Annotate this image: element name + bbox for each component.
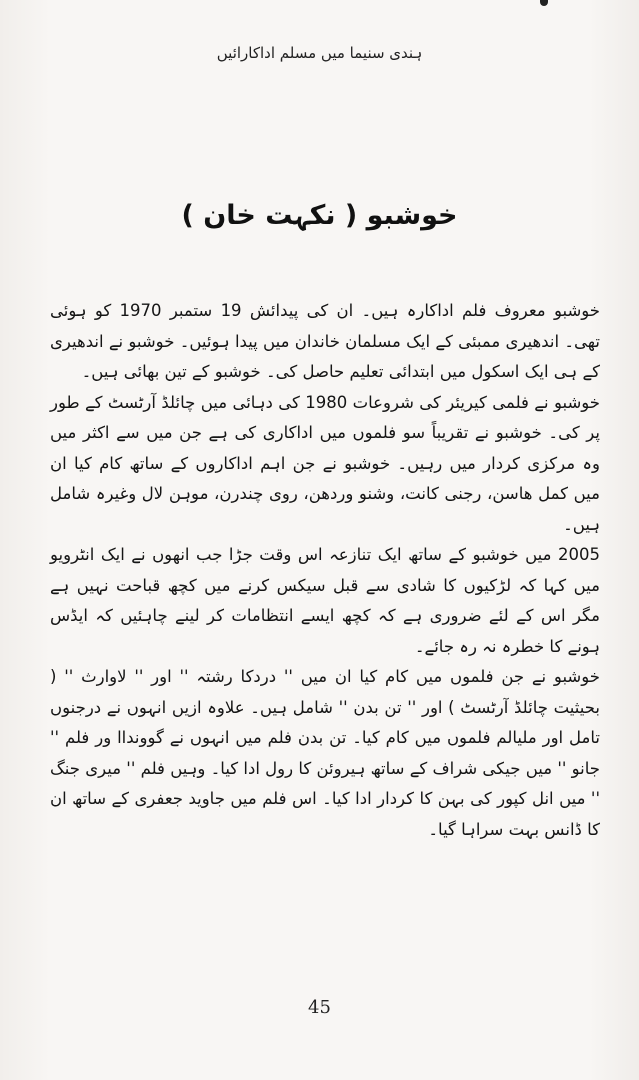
page-number: 45 bbox=[308, 997, 331, 1018]
paragraph: خوشبو نے جن فلموں میں کام کیا ان میں '' دردکا رشتہ '' اور '' لاوارث '' ( بحیثیت چائلڈ آرٹسٹ ) اور '' تن بدن '' شامل ہیں۔ علاوہ ازیں انہوں نے درجنوں تامل اور ملیالم فلموں میں کام کیا۔ تن بدن فلم میں انہوں نے گوونداا ور فلم '' جانو '' میں جیکی شراف کے ساتھ ہیروئن کا رول ادا کیا۔ وہیں فلم '' میری جنگ '' میں انل کپور کی بہن کا کردار ادا کیا۔ اس فلم میں جاوید جعفری کے ساتھ ان کا ڈانس بہت سراہا گیا۔ bbox=[50, 667, 600, 839]
paragraph: خوشبو نے فلمی کیریئر کی شروعات 1980 کی دہائی میں چائلڈ آرٹسٹ کے طور پر کی۔ خوشبو نے تقریباً سو فلموں میں اداکاری کی ہے جن میں سے اکثر میں وہ مرکزی کردار میں رہیں۔ خوشبو نے جن اہم اداکاروں کے ساتھ کام کیا ان میں کمل ھاسن، رجنی کانت، وشنو وردھن، روی چندرن، موہن لال وغیرہ شامل ہیں۔ bbox=[50, 392, 600, 534]
running-header: ہندی سنیما میں مسلم اداکارائیں bbox=[216, 44, 423, 62]
paragraph: خوشبو معروف فلم اداکارہ ہیں۔ ان کی پیدائش 19 ستمبر 1970 کو ہوئی تھی۔ اندھیری ممبئی کے ایک مسلمان خاندان میں پیدا ہوئیں۔ خوشبو نے اندھیری کے ہی ایک اسکول میں ابتدائی تعلیم حاصل کی۔ خوشبو کے تین بھائی ہیں۔ bbox=[50, 301, 601, 381]
chapter-title: خوشبو ( نکہت خان ) bbox=[181, 200, 458, 231]
body-text bbox=[50, 296, 600, 845]
print-mark bbox=[540, 0, 548, 6]
paragraph: 2005 میں خوشبو کے ساتھ ایک تنازعہ اس وقت جڑا جب انھوں نے ایک انٹرویو میں کہا کہ لڑکیوں کا شادی سے قبل سیکس کرنے میں کچھ قباحت نہیں ہے مگر اس کے لئے ضروری ہے کہ کچھ ایسے انتظامات کر لینے چاہئیں کہ ایڈس ہونے کا خطرہ نہ رہ جائے۔ bbox=[50, 545, 600, 656]
